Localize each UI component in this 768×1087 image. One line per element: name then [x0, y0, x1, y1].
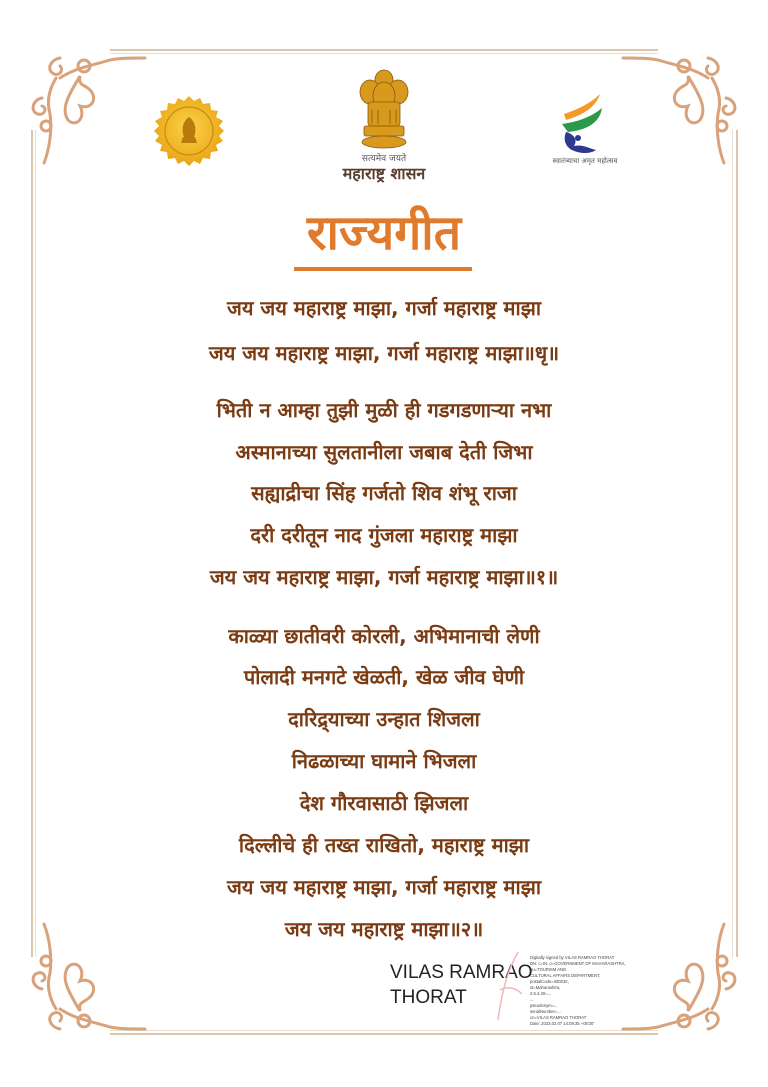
signature-detail-line: DN: c=IN, o=GOVERNMENT OF MAHARASHTRA, ou=TOURISM AND [530, 961, 626, 972]
verse-line: जय जय महाराष्ट्र माझा॥२॥ [284, 917, 484, 941]
verse-line: दरी दरीतून नाद गुंजला महाराष्ट्र माझा [250, 523, 518, 547]
signature-detail-line: st=Maharashtra, [530, 985, 561, 990]
flourish-icon [20, 38, 150, 168]
verse-line: भिती न आम्हा तुझी मुळी ही गडगडणाऱ्या नभा [216, 398, 552, 422]
corner-ornament-top-right [618, 38, 748, 168]
verse-line: काळ्या छातीवरी कोरली, अभिमानाची लेणी [228, 624, 540, 648]
signature-detail-line: 2.5.4.20=... [530, 991, 552, 996]
maharashtra-shasan-title: महाराष्ट्र शासन [342, 164, 426, 183]
ashoka-emblem-icon [356, 66, 412, 150]
border-bottom [110, 1033, 658, 1035]
signature-detail-line: pseudonym=... [530, 1003, 558, 1008]
signature-detail-line: ... [530, 997, 534, 1002]
verse-line: अस्मानाच्या सुलतानीला जबाब देती जिभा [235, 440, 533, 464]
signature-detail-line: Digitally signed by VILAS RAMRAO THORAT [530, 955, 615, 960]
signature-detail-line: Date: 2023.02.07 14:09:35 +05'30' [530, 1021, 595, 1026]
verse-line: दिल्लीचे ही तख्त राखितो, महाराष्ट्र माझा [238, 833, 530, 857]
signature-stroke-icon [488, 950, 528, 1022]
title-underline [294, 267, 472, 271]
signatory-name-line2: THORAT [390, 987, 467, 1008]
signature-detail-line: cn=VILAS RAMRAO THORAT [530, 1015, 587, 1020]
border-top [110, 49, 658, 51]
verse-line: जय जय महाराष्ट्र माझा, गर्जा महाराष्ट्र माझा॥१॥ [209, 565, 559, 589]
amrit-mahotsav-logo-icon [556, 92, 608, 156]
verse-line: जय जय महाराष्ट्र माझा, गर्जा महाराष्ट्र माझा [226, 875, 541, 899]
emblem-motto: सत्यमेव जयते [361, 154, 407, 164]
verse-line: दारिद्र्याच्या उन्हात शिजला [288, 707, 480, 731]
signature-detail-line: serialNumber=... [530, 1009, 561, 1014]
maharashtra-seal-icon [153, 95, 225, 167]
verse-line: जय जय महाराष्ट्र माझा, गर्जा महाराष्ट्र माझा [226, 296, 541, 320]
verse-line: निढळाच्या घामाने भिजला [291, 749, 477, 773]
digital-signature-details [530, 955, 640, 1027]
page-title: राज्यगीत [306, 205, 462, 261]
verse-line: पोलादी मनगटे खेळती, खेळ जीव घेणी [243, 665, 525, 689]
verse-line: देश गौरवासाठी झिजला [299, 791, 469, 815]
flourish-icon [618, 38, 748, 168]
verse-line: सह्याद्रीचा सिंह गर्जतो शिव शंभू राजा [251, 481, 517, 505]
signature-detail-line: CULTURAL AFFAIRS DEPARTMENT, postalCode=400032, [530, 973, 601, 984]
border-bottom-inner [110, 1030, 658, 1031]
corner-ornament-top-left [20, 38, 150, 168]
signatory-name-line1: VILAS RAMRAO [390, 962, 533, 983]
amrit-mahotsav-caption: स्वातंत्र्याचा अमृत महोत्सव [552, 157, 618, 165]
border-top-inner [110, 53, 658, 54]
verse-line: जय जय महाराष्ट्र माझा, गर्जा महाराष्ट्र माझा॥धृ॥ [208, 341, 560, 365]
